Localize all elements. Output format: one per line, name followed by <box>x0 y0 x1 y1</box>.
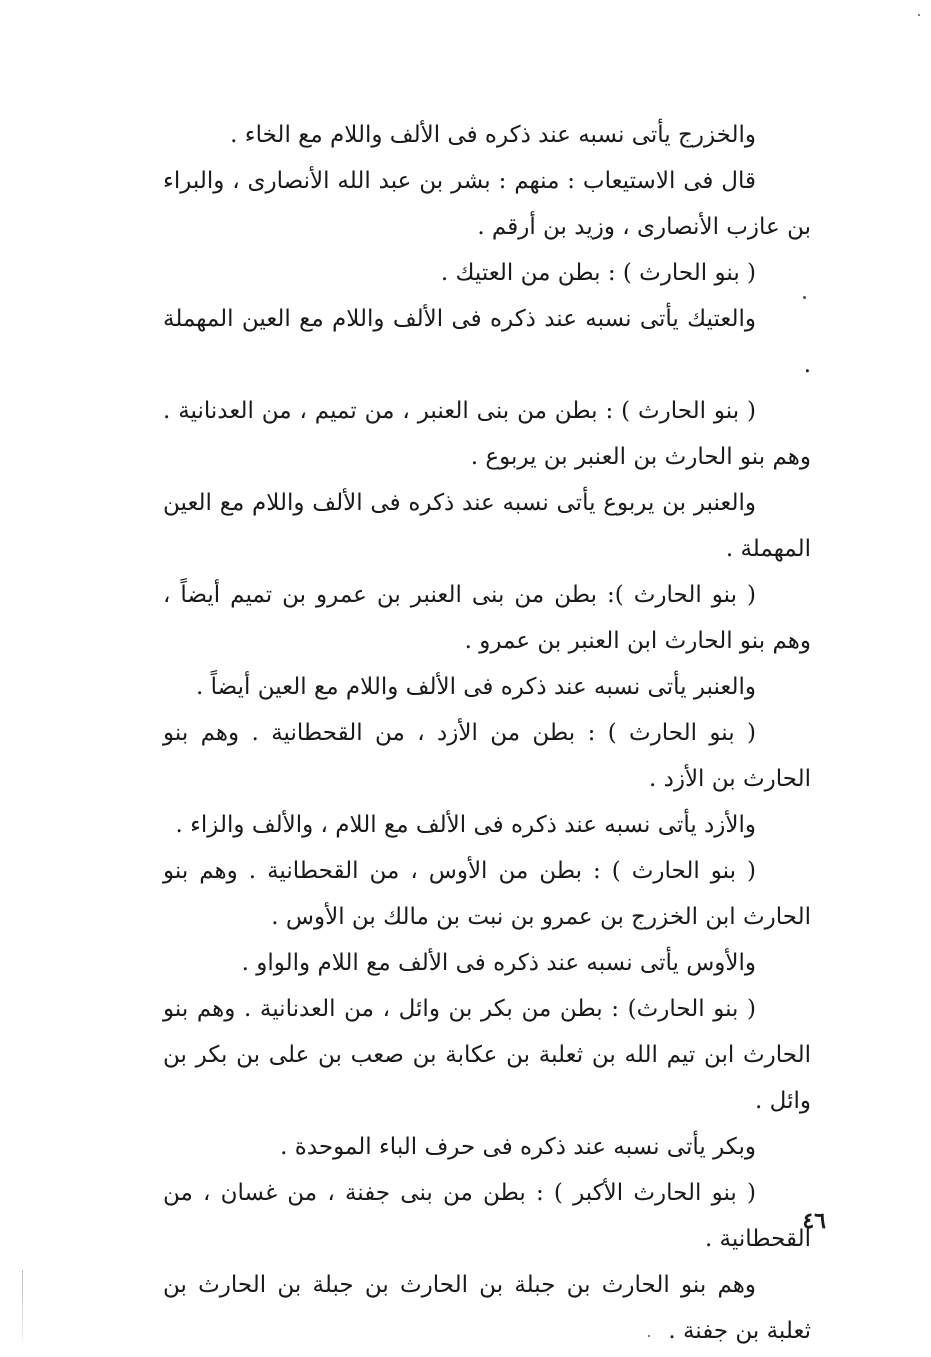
paragraph: وبكر يأتى نسبه عند ذكره فى حرف الباء الموحدة . <box>280 1134 756 1160</box>
scan-speck <box>803 296 806 299</box>
paragraph: ( بنو الحارث ) : بطن من الأزد ، من القحطانية . وهم بنو الحارث بن الأزد . <box>163 720 811 792</box>
paragraph: قال فى الاستيعاب : منهم : بشر بن عبد الله الأنصارى ، والبراء بن عازب الأنصارى ، وزيد بن أرقم . <box>163 168 811 240</box>
paragraph: والأزد يأتى نسبه عند ذكره فى الألف مع اللام ، والألف والزاء . <box>175 812 756 838</box>
paragraph: والأوس يأتى نسبه عند ذكره فى الألف مع اللام والواو . <box>241 950 756 976</box>
paragraph: ( بنو الحارث ) : بطن من الأوس ، من القحطانية . وهم بنو الحارث ابن الخزرج بن عمرو بن نبت بن مالك بن الأوس . <box>163 858 811 930</box>
paragraph: ( بنو الحارث) : بطن من بكر بن وائل ، من العدنانية . وهم بنو الحارث ابن تيم الله بن ثعلبة بن عكابة بن صعب بن على بن بكر بن وائل . <box>163 996 811 1114</box>
paragraph: والعنبر بن يربوع يأتى نسبه عند ذكره فى الألف واللام مع العين المهملة . <box>163 490 811 562</box>
paragraph: ( بنو الحارث ) : بطن من بنى العنبر ، من تميم ، من العدنانية . وهم بنو الحارث بن العنبر بن يربوع . <box>163 398 811 470</box>
paragraph: ( بنو الحارث ): بطن من بنى العنبر بن عمرو بن تميم أيضاً ، وهم بنو الحارث ابن العنبر بن عمرو . <box>163 582 811 654</box>
scan-edge-mark <box>22 1270 23 1340</box>
paragraph: وهم بنو الحارث بن جبلة بن الحارث بن جبلة بن الحارث بن ثعلبة بن جفنة . <box>163 1272 811 1344</box>
page-number: ٤٦ <box>802 1208 826 1234</box>
paragraph: والعتيك يأتى نسبه عند ذكره فى الألف واللام مع العين المهملة . <box>163 306 811 378</box>
body-text <box>163 112 811 1354</box>
scan-speck <box>648 1335 650 1337</box>
paragraph: ( بنو الحارث ) : بطن من العتيك . <box>440 260 756 286</box>
paragraph: والخزرج يأتى نسبه عند ذكره فى الألف واللام مع الخاء . <box>230 122 756 148</box>
scan-speck <box>918 14 920 16</box>
paragraph: والعنبر يأتى نسبه عند ذكره فى الألف واللام مع العين أيضاً . <box>196 674 756 700</box>
paragraph: ( بنو الحارث الأكبر ) : بطن من بنى جفنة ، من غسان ، من القحطانية . <box>163 1180 811 1252</box>
